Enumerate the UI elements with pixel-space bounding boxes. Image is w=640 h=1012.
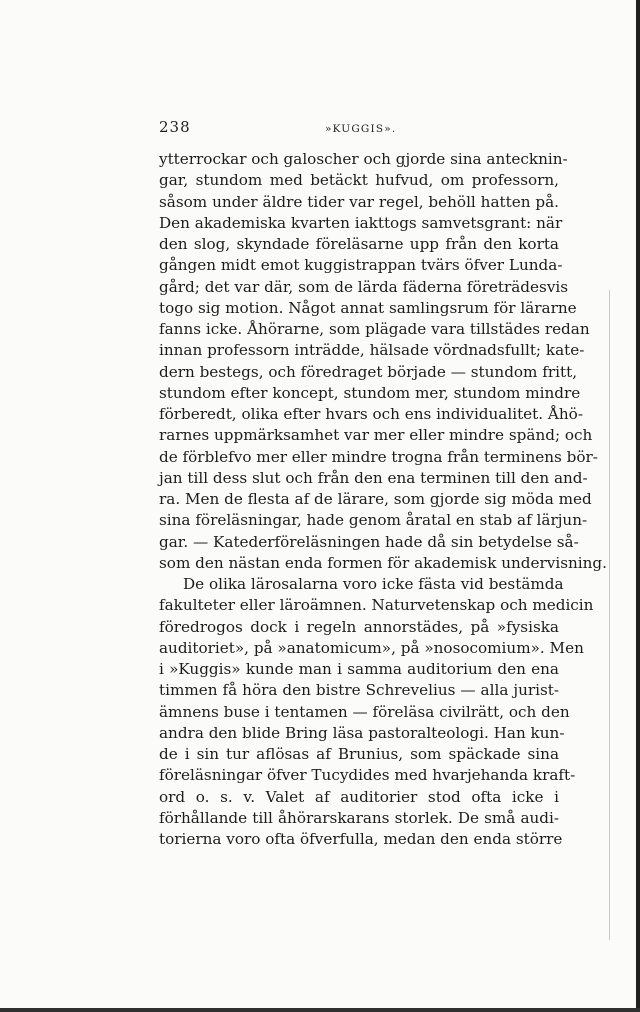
text-line: i »Kuggis» kunde man i samma auditorium den ena (159, 660, 559, 678)
text-line: den slog, skyndade föreläsarne upp från den korta (159, 235, 559, 253)
text-line: auditoriet», på »anatomicum», på »nosocomium». Men (159, 638, 584, 657)
text-line: föredrogos dock i regeln annorstädes, på »fysiska (159, 617, 559, 636)
text-line: jan till dess slut och från den ena terminen till den and- (159, 468, 588, 487)
text-line: fanns icke. Åhörarne, som plägade vara tillstädes redan (159, 320, 590, 338)
text-line: timmen få höra den bistre Schrevelius — alla jurist- (159, 681, 559, 700)
text-line: innan professorn inträdde, hälsade vördnadsfullt; kate- (159, 341, 585, 360)
text-line: förberedt, olika efter hvars och ens individualitet. Åhö- (159, 405, 583, 423)
text-line: togo sig motion. Något annat samlingsrum för lärarne (159, 298, 577, 317)
text-line: förhållande till åhörarskarans storlek. De små audi- (159, 808, 559, 827)
text-line: stundom efter koncept, stundom mer, stundom mindre (159, 383, 581, 402)
text-line: torierna voro ofta öfverfulla, medan den enda större (159, 830, 563, 848)
text-line: dern bestegs, och föredraget började — stundom fritt, (159, 362, 578, 381)
text-line: andra den blide Bring läsa pastoralteologi. Han kun- (159, 723, 565, 742)
text-line: sina föreläsningar, hade genom åratal en stab af lärjun- (159, 511, 588, 530)
page-number: 238 (159, 118, 191, 136)
text-line: gången midt emot kuggistrappan tvärs öfver Lunda- (159, 256, 563, 275)
text-line: ämnens buse i tentamen — föreläsa civilrätt, och den (159, 702, 570, 721)
text-line: ytterrockar och galoscher och gjorde sina antecknin- (159, 150, 568, 168)
text-line: ra. Men de flesta af de lärare, som gjorde sig möda med (159, 490, 592, 508)
text-line: de i sin tur aflösas af Brunius, som späckade sina (159, 745, 559, 763)
text-line: gård; det var där, som de lärda fäderna företrädesvis (159, 277, 569, 296)
text-line: fakulteter eller läroämnen. Naturvetenskap och medicin (159, 596, 594, 615)
text-line: de förblefvo mer eller mindre trogna från terminens bör- (159, 447, 598, 466)
text-line: ord o. s. v. Valet af auditorier stod ofta icke i (159, 787, 559, 806)
page-header (159, 118, 551, 140)
text-line: såsom under äldre tider var regel, behöll hatten på. (159, 192, 559, 211)
text-line: gar. — Katederföreläsningen hade då sin betydelse så- (159, 532, 579, 551)
text-line: föreläsningar öfver Tucydides med hvarjehanda kraft- (159, 766, 576, 785)
text-line: som den nästan enda formen för akademisk undervisning. (159, 553, 607, 572)
running-head: »KUGGIS». (325, 123, 397, 135)
text-line: gar, stundom med betäckt hufvud, om professorn, (159, 171, 559, 190)
scan-edge-bottom (0, 1008, 640, 1012)
scan-artifact-line (609, 290, 610, 940)
scan-edge-right (636, 0, 640, 1012)
text-line: De olika lärosalarna voro icke fästa vid bestämda (183, 575, 564, 593)
body-text (159, 149, 607, 850)
text-line: Den akademiska kvarten iakttogs samvetsgrant: när (159, 213, 563, 232)
text-line: rarnes uppmärksamhet var mer eller mindre spänd; och (159, 426, 593, 445)
